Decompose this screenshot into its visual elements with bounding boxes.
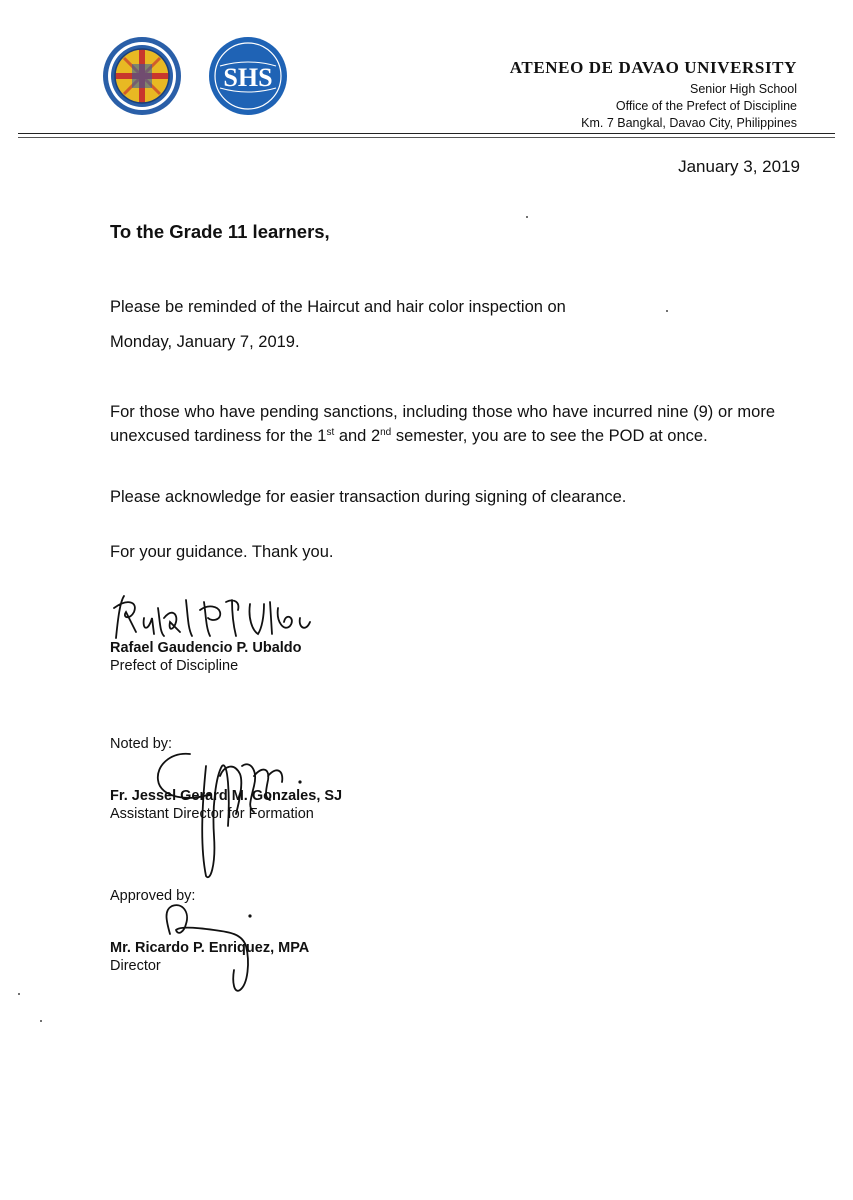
approved-title: Director xyxy=(110,958,161,974)
letterhead-divider-thin xyxy=(18,137,835,138)
approved-name: Mr. Ricardo P. Enriquez, MPA xyxy=(110,940,310,956)
paragraph-reminder: Please be reminded of the Haircut and hair color inspection on xyxy=(110,298,566,316)
closing-line: For your guidance. Thank you. xyxy=(110,543,334,561)
office-name: Office of the Prefect of Discipline xyxy=(615,99,797,113)
university-seal-icon xyxy=(102,36,182,116)
prefect-name: Rafael Gaudencio P. Ubaldo xyxy=(110,640,302,656)
paragraph-inspection-date: Monday, January 7, 2019. xyxy=(110,333,300,351)
noted-title: Assistant Director for Formation xyxy=(110,806,314,822)
paragraph-acknowledge: Please acknowledge for easier transaction during signing of clearance. xyxy=(110,488,627,506)
paragraph-sanctions xyxy=(110,400,775,448)
office-address: Km. 7 Bangkal, Davao City, Philippines xyxy=(581,116,797,130)
letterhead-divider xyxy=(18,133,835,134)
page-speck xyxy=(18,993,20,995)
prefect-title: Prefect of Discipline xyxy=(110,658,239,674)
page-speck xyxy=(666,310,668,312)
approved-signatory xyxy=(110,888,309,976)
sanctions-sup-2: nd xyxy=(380,427,392,438)
sanctions-text-3: semester, you are to see the POD at once. xyxy=(391,427,708,445)
prefect-signature-icon xyxy=(108,588,328,648)
shs-logo-text: SHS xyxy=(223,63,273,92)
letterhead-block xyxy=(510,58,797,132)
shs-logo-icon xyxy=(208,36,288,116)
sanctions-text-2: and 2 xyxy=(334,427,381,445)
sanctions-sup-1: st xyxy=(326,427,335,438)
noted-name: Fr. Jessel Gerard M. Gonzales, SJ xyxy=(110,788,343,804)
noted-signatory xyxy=(110,736,342,824)
page-speck xyxy=(526,216,528,218)
sanctions-text-1: For those who have pending sanctions, including those who have incurred nine (9) or more unexcused tardiness for the 1 xyxy=(110,403,775,445)
page-speck xyxy=(40,1020,42,1022)
approved-label: Approved by: xyxy=(110,888,196,904)
organization-name: ATENEO DE DAVAO UNIVERSITY xyxy=(509,58,797,77)
letter-date: January 3, 2019 xyxy=(678,157,800,176)
unit-name: Senior High School xyxy=(689,82,797,96)
salutation: To the Grade 11 learners, xyxy=(110,221,330,242)
noted-label: Noted by: xyxy=(110,736,173,752)
prefect-signatory xyxy=(110,640,302,676)
